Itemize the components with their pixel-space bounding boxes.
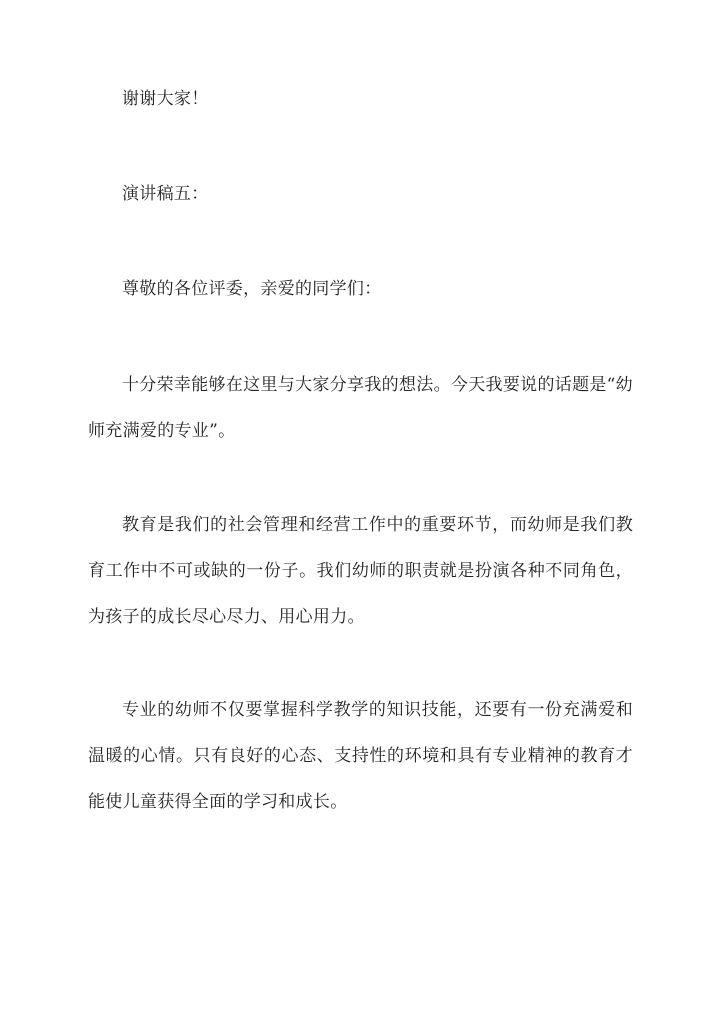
paragraph-salutation: 尊敬的各位评委，亲爱的同学们： [122,279,382,299]
paragraph-speech-heading: 演讲稿五： [122,184,209,204]
paragraph-closing-thanks: 谢谢大家！ [122,89,209,109]
paragraph-topic-intro: 十分荣幸能够在这里与大家分享我的想法。今天我要说的话题是“幼师充满爱的专业”。 [88,375,633,441]
paragraph-education-role: 教育是我们的社会管理和经营工作中的重要环节，而幼师是我们教育工作中不可或缺的一份子。我们幼师的职责就是扮演各种不同角色，为孩子的成长尽心尽力、用心用力。 [88,515,633,627]
paragraph-professional-teacher: 专业的幼师不仅要掌握科学教学的知识技能，还要有一份充满爱和温暖的心情。只有良好的心态、支持性的环境和具有专业精神的教育才能使儿童获得全面的学习和成长。 [88,700,633,812]
